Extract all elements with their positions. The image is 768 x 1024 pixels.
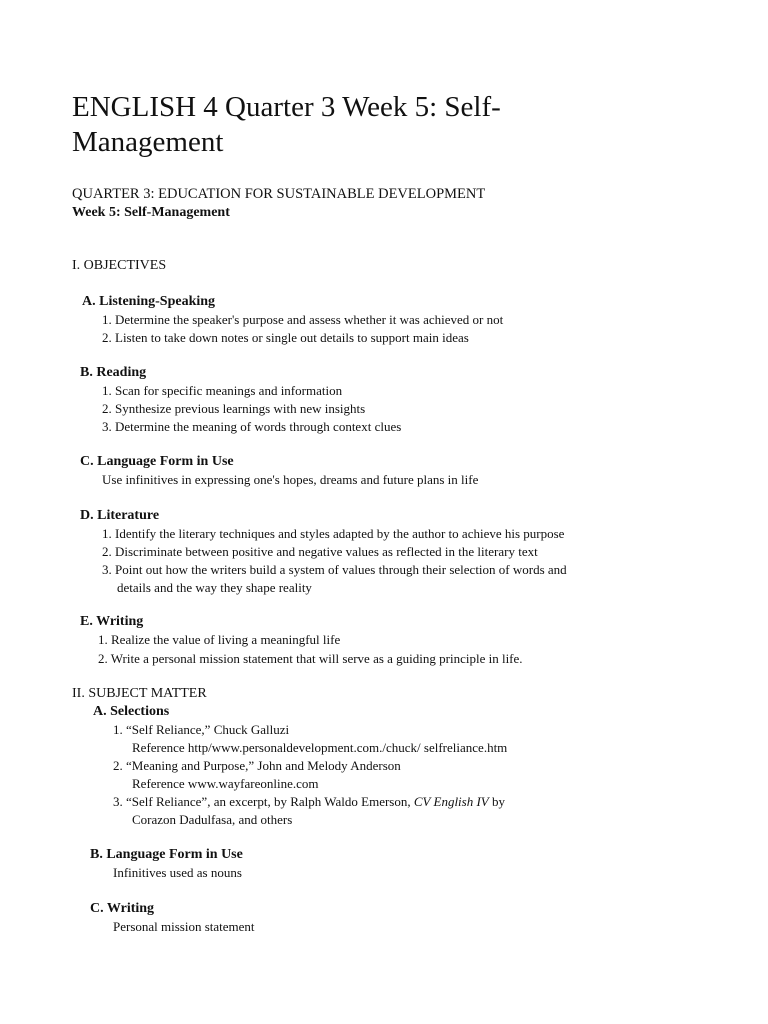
writing-text: Personal mission statement	[113, 919, 255, 934]
subject-matter-heading: II. SUBJECT MATTER	[72, 686, 207, 701]
objectives-heading: I. OBJECTIVES	[72, 258, 167, 273]
objective-c-text: Use infinitives in expressing one's hopes, dreams and future plans in life	[102, 472, 479, 487]
objective-e-item: 2. Write a personal mission statement that will serve as a guiding principle in life.	[98, 651, 523, 666]
objective-b-item: 2. Synthesize previous learnings with new insights	[102, 401, 366, 416]
language-form-label: B. Language Form in Use	[90, 847, 243, 862]
selection-item	[113, 795, 505, 808]
objective-d-item-continuation: details and the way they shape reality	[117, 580, 312, 595]
language-form-text: Infinitives used as nouns	[113, 865, 242, 880]
writing-label: C. Writing	[90, 901, 155, 916]
quarter-heading: QUARTER 3: EDUCATION FOR SUSTAINABLE DEVELOPMENT	[72, 186, 486, 202]
objective-a-label: A. Listening-Speaking	[82, 294, 216, 309]
selection-item-text: 3. “Self Reliance”, an excerpt, by Ralph Waldo Emerson,	[113, 794, 414, 809]
objective-c-label: C. Language Form in Use	[80, 454, 234, 469]
week-heading: Week 5: Self-Management	[72, 205, 230, 220]
selection-reference: Reference www.wayfareonline.com	[132, 776, 319, 791]
objective-b-item: 1. Scan for specific meanings and information	[102, 383, 343, 398]
selection-item-text: by	[488, 794, 505, 809]
selection-item: 2. “Meaning and Purpose,” John and Melody Anderson	[113, 758, 401, 773]
objective-b-item: 3. Determine the meaning of words through context clues	[102, 419, 402, 434]
objective-a-item: 1. Determine the speaker's purpose and assess whether it was achieved or not	[102, 312, 504, 327]
objective-d-item: 3. Point out how the writers build a system of values through their selection of words and	[102, 562, 567, 577]
document-title-line-1: ENGLISH 4 Quarter 3 Week 5: Self-	[72, 91, 501, 123]
objective-d-item: 1. Identify the literary techniques and styles adapted by the author to achieve his purpose	[102, 526, 565, 541]
selections-label: A. Selections	[93, 704, 170, 719]
objective-d-item: 2. Discriminate between positive and negative values as reflected in the literary text	[102, 544, 538, 559]
objective-e-item: 1. Realize the value of living a meaningful life	[98, 632, 341, 647]
objective-e-label: E. Writing	[80, 614, 144, 629]
objective-d-label: D. Literature	[80, 508, 160, 523]
book-title: CV English IV	[413, 794, 489, 809]
objective-a-item: 2. Listen to take down notes or single out details to support main ideas	[102, 330, 469, 345]
selection-item-continuation: Corazon Dadulfasa, and others	[132, 812, 293, 827]
selection-reference: Reference http/www.personaldevelopment.com./chuck/ selfreliance.htm	[132, 740, 508, 755]
document-title-line-2: Management	[72, 126, 224, 158]
selection-item: 1. “Self Reliance,” Chuck Galluzi	[113, 722, 290, 737]
objective-b-label: B. Reading	[80, 365, 147, 380]
